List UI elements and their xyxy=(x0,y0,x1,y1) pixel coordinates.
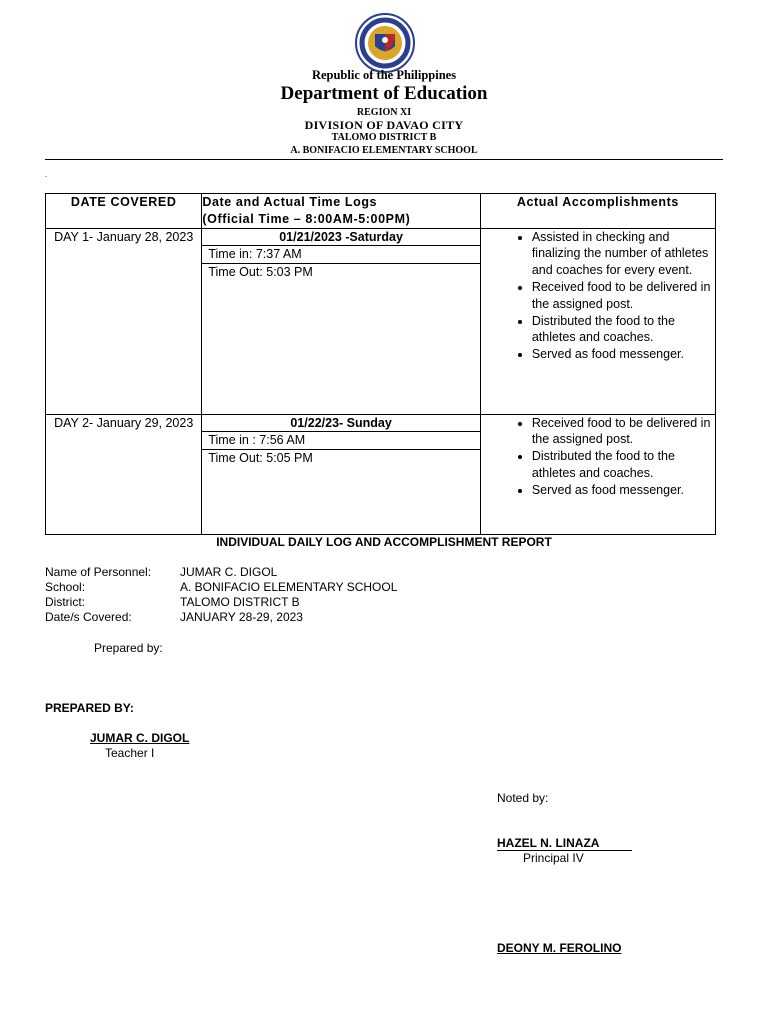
header-divider xyxy=(45,159,723,160)
time-log-cell xyxy=(202,414,480,534)
list-item: • Distributed the food to the athletes and coaches. xyxy=(532,313,711,347)
time-in: Time in: 7:37 AM xyxy=(202,246,479,264)
info-row-district xyxy=(45,595,397,610)
day-cell: DAY 2- January 29, 2023 xyxy=(46,414,202,534)
district-value: TALOMO DISTRICT B xyxy=(180,595,300,609)
list-item: • Received food to be delivered in the assigned post. xyxy=(532,415,711,449)
time-log-cell xyxy=(202,228,480,414)
table-row xyxy=(46,414,716,534)
division-line: DIVISION OF DAVAO CITY xyxy=(304,118,464,132)
list-item: • Distributed the food to the athletes and coaches. xyxy=(532,448,711,482)
noter-name: HAZEL N. LINAZA xyxy=(497,836,632,851)
name-label: Name of Personnel: xyxy=(45,565,152,579)
time-in: Time in : 7:56 AM xyxy=(202,432,479,450)
accomplishment-list xyxy=(481,229,715,363)
accomplishments-cell xyxy=(480,228,715,414)
info-row-school xyxy=(45,580,397,595)
school-label: School: xyxy=(45,580,86,594)
preparer-title: Teacher I xyxy=(105,746,155,760)
republic-line: Republic of the Philippines xyxy=(311,68,457,82)
info-row-dates xyxy=(45,610,397,625)
header-time-logs-line2: (Official Time – 8:00AM-5:00PM) xyxy=(202,211,411,226)
third-signatory-name: DEONY M. FEROLINO xyxy=(497,941,622,955)
list-item: • Served as food messenger. xyxy=(532,346,711,363)
school-line: A. BONIFACIO ELEMENTARY SCHOOL xyxy=(290,145,478,156)
region-line: REGION XI xyxy=(356,107,412,118)
noter-title: Principal IV xyxy=(523,851,584,865)
table-header-row xyxy=(46,194,716,229)
table-row xyxy=(46,228,716,414)
day-cell: DAY 1- January 28, 2023 xyxy=(46,228,202,414)
log-table xyxy=(45,193,716,535)
log-date: 01/21/2023 -Saturday xyxy=(202,229,479,247)
deped-seal-logo xyxy=(350,12,420,74)
stray-dot: . xyxy=(45,170,48,179)
list-item: • Served as food messenger. xyxy=(532,482,711,499)
header-date-covered: DATE COVERED xyxy=(46,194,202,229)
personnel-info xyxy=(45,565,397,625)
school-value: A. BONIFACIO ELEMENTARY SCHOOL xyxy=(180,580,398,594)
time-out: Time Out: 5:05 PM xyxy=(208,451,313,466)
report-title: INDIVIDUAL DAILY LOG AND ACCOMPLISHMENT REPORT xyxy=(216,535,552,549)
accomplishments-cell xyxy=(480,414,715,534)
prepared-by-heading: PREPARED BY: xyxy=(45,701,134,715)
list-item: • Assisted in checking and finalizing the number of athletes and coaches for every event. xyxy=(532,229,711,279)
prepared-by-label: Prepared by: xyxy=(94,641,163,655)
time-out: Time Out: 5:03 PM xyxy=(208,265,313,280)
dates-label: Date/s Covered: xyxy=(45,610,132,624)
district-label: District: xyxy=(45,595,85,609)
accomplishment-list xyxy=(481,415,715,499)
district-line: TALOMO DISTRICT B xyxy=(331,132,437,143)
info-row-name xyxy=(45,565,397,580)
dates-value: JANUARY 28-29, 2023 xyxy=(180,610,303,624)
header-accomplishments: Actual Accomplishments xyxy=(480,194,715,229)
header-time-logs xyxy=(202,194,480,229)
log-date: 01/22/23- Sunday xyxy=(202,415,479,433)
list-item: • Received food to be delivered in the assigned post. xyxy=(532,279,711,313)
name-value: JUMAR C. DIGOL xyxy=(180,565,278,579)
department-title: Department of Education xyxy=(280,83,488,104)
noted-by-label: Noted by: xyxy=(497,791,549,805)
header-time-logs-line1: Date and Actual Time Logs xyxy=(202,195,378,209)
preparer-name: JUMAR C. DIGOL xyxy=(90,731,190,745)
